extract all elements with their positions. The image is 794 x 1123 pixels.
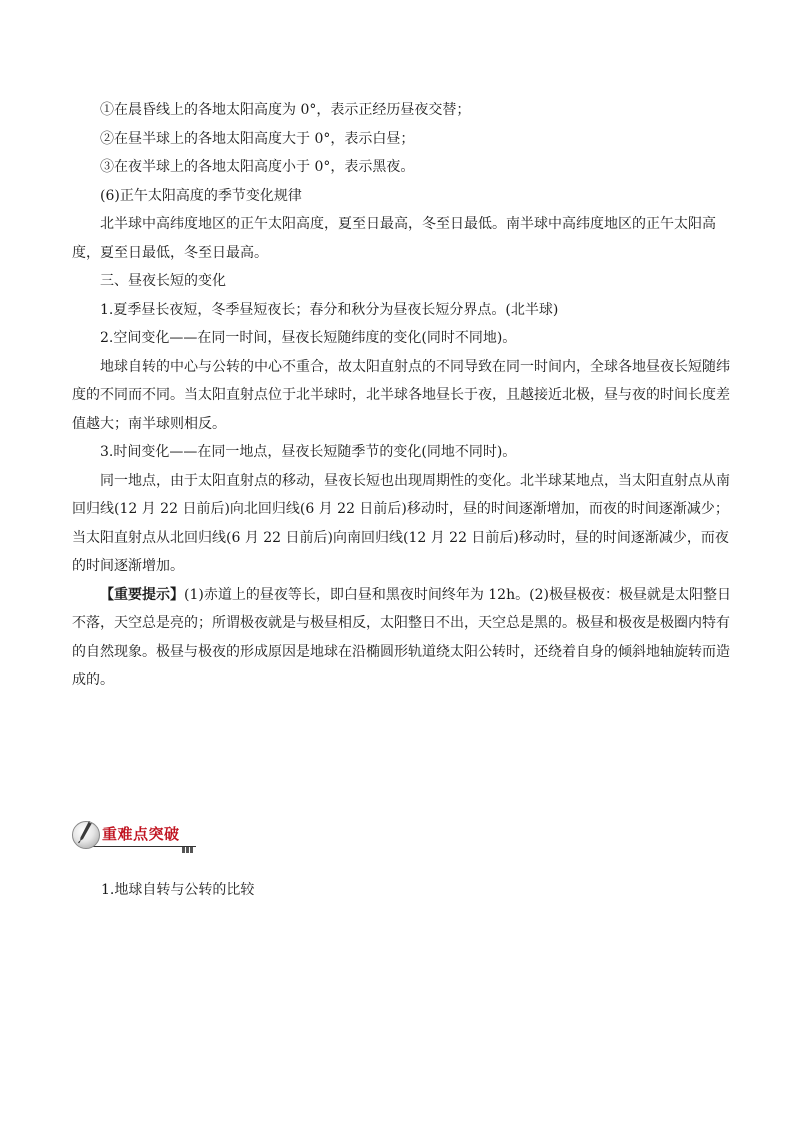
paragraph-noon-sun-seasonal: 北半球中高纬度地区的正午太阳高度，夏至日最高，冬至日最低。南半球中高纬度地区的正午太阳高度，夏至日最低，冬至日最高。 [72, 216, 716, 261]
point-temporal-variation: 3.时间变化——在同一地点，昼夜长短随季节的变化(同地不同时)。 [100, 444, 517, 460]
subheading-noon-sun-altitude: (6)正午太阳高度的季节变化规律 [100, 187, 302, 204]
point-seasonal-day-length: 1.夏季昼长夜短，冬季昼短夜长；春分和秋分为昼夜长短分界点。(北半球) [100, 301, 559, 318]
decorative-marks [182, 838, 196, 845]
list-item-day-hemisphere: ②在昼半球上的各地太阳高度大于 0°，表示白昼； [100, 130, 415, 147]
list-item-terminator: ①在晨昏线上的各地太阳高度为 0°，表示正经历昼夜交替； [100, 102, 471, 118]
section-header-key-points [70, 818, 196, 852]
point-spatial-variation: 2.空间变化——在同一时间，昼夜长短随纬度的变化(同时不同地)。 [100, 330, 517, 346]
important-tip-text: (1)赤道上的昼夜等长，即白昼和黑夜时间终年为 12h。(2)极昼极夜：极昼就是太阳整日不落，天空总是亮的；所谓极夜就是与极昼相反，太阳整日不出，天空总是黑的。极昼和极夜是极圈内特有的自然现象。极昼与极夜的形成原因是地球在沿椭圆形轨道绕太阳公转时，还绕着自身的倾斜地轴旋转而造成的。 [72, 586, 731, 688]
comparison-heading: 1.地球自转与公转的比较 [101, 882, 255, 898]
important-tip-label: 【重要提示】 [100, 586, 184, 603]
pen-icon [76, 820, 94, 844]
paragraph-temporal-explanation: 同一地点，由于太阳直射点的移动，昼夜长短也出现周期性的变化。北半球某地点，当太阳直射点从南回归线(12 月 22 日前后)向北回归线(6 月 22 日前后)移动时，昼的时间逐渐增加，而夜的时间逐渐减少；当太阳直射点从北回归线(6 月 22 日前后)向南回归线(12 月 22 日前后)移动时，昼的时间逐渐减少，而夜的时间逐渐增加。 [72, 472, 730, 574]
body-text [72, 96, 732, 695]
section-underline [92, 846, 196, 847]
important-tip [72, 581, 732, 695]
list-item-night-hemisphere: ③在夜半球上的各地太阳高度小于 0°，表示黑夜。 [100, 159, 415, 175]
section-title: 重难点突破 [102, 825, 180, 843]
paragraph-spatial-explanation: 地球自转的中心与公转的中心不重合，故太阳直射点的不同导致在同一时间内，全球各地昼夜长短随纬度的不同而不同。当太阳直射点位于北半球时，北半球各地昼长于夜，且越接近北极，昼与夜的时间长度差值越大；南半球则相反。 [72, 358, 730, 432]
section-heading-day-length: 三、昼夜长短的变化 [100, 273, 226, 289]
